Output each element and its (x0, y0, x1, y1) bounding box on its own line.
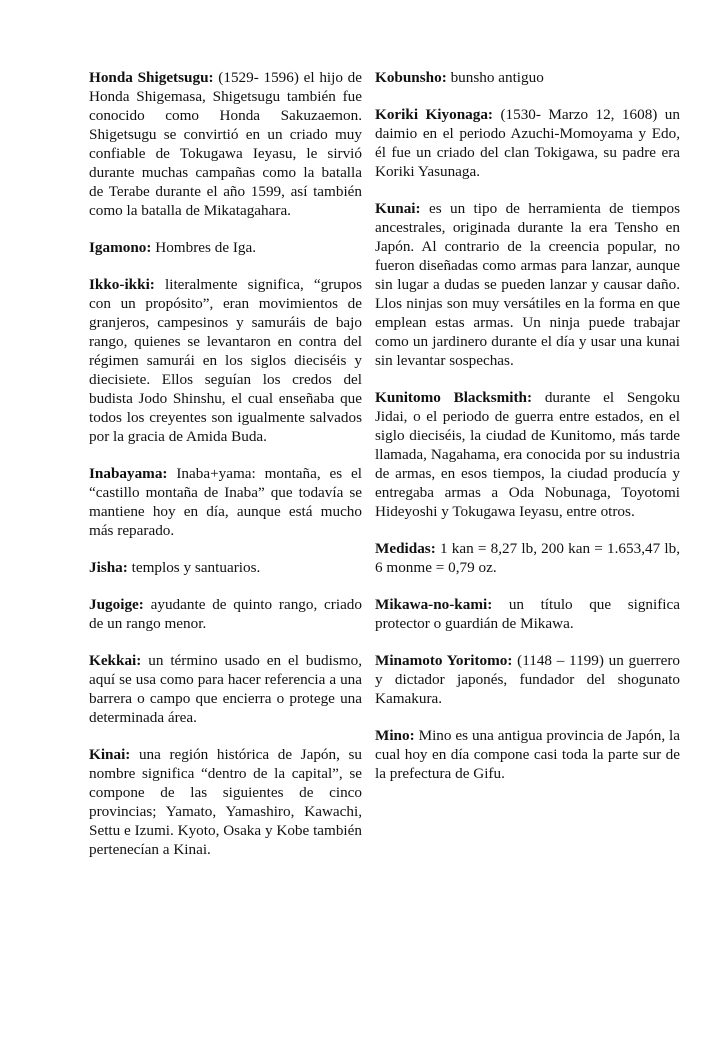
glossary-entry (375, 726, 680, 783)
entry-definition: (1148 – 1199) un guerrero y dictador japonés, fundador del shogunato Kamakura. (375, 652, 680, 707)
entry-term: Kobunsho: (375, 69, 447, 86)
glossary-entry (375, 199, 680, 370)
entry-definition: un término usado en el budismo, aquí se usa como para hacer referencia a una barrera o campo que encierra o protege una determinada área. (89, 652, 362, 726)
entry-definition: Inaba+yama: montaña, es el “castillo montaña de Inaba” que todavía se mantiene hoy en día, aunque está mucho más reparado. (89, 465, 362, 539)
entry-definition: (1530- Marzo 12, 1608) un daimio en el periodo Azuchi-Momoyama y Edo, él fue un criado del clan Tokigawa, su padre era Koriki Yasunaga. (375, 106, 680, 180)
entry-term: Jugoige: (89, 596, 144, 613)
glossary-entry (89, 68, 362, 220)
entry-definition: 1 kan = 8,27 lb, 200 kan = 1.653,47 lb, 6 monme = 0,79 oz. (375, 540, 680, 576)
entry-term: Inabayama: (89, 465, 168, 482)
entry-definition: Hombres de Iga. (151, 239, 257, 256)
glossary-entry (375, 651, 680, 708)
glossary-entry (375, 68, 680, 87)
entry-term: Kunitomo Blacksmith: (375, 389, 533, 406)
entry-definition: ayudante de quinto rango, criado de un rango menor. (89, 596, 362, 632)
glossary-entry (89, 464, 362, 540)
glossary-entry (375, 105, 680, 181)
entry-definition: literalmente significa, “grupos con un propósito”, eran movimientos de granjeros, campesinos y samuráis de bajo rango, quienes se levantaron en contra del régimen samurái en los siglos dieciséis y diecisiete. Ellos seguían los credos del budista Jodo Shinshu, el cual enseñaba que todos los creyentes son igualmente salvados por la gracia de Amida Buda. (89, 276, 362, 445)
glossary-entry (89, 595, 362, 633)
entry-term: Igamono: (89, 239, 152, 256)
glossary-entry (89, 558, 362, 577)
glossary-entry (89, 651, 362, 727)
entry-term: Kekkai: (89, 652, 142, 669)
glossary-column-right (375, 68, 680, 801)
entry-term: Koriki Kiyonaga: (375, 106, 493, 123)
entry-term: Kinai: (89, 746, 131, 763)
entry-term: Kunai: (375, 200, 421, 217)
glossary-column-left (89, 68, 362, 877)
entry-definition: un título que significa protector o guardián de Mikawa. (375, 596, 680, 632)
glossary-entry (375, 595, 680, 633)
glossary-entry (89, 238, 362, 257)
entry-term: Honda Shigetsugu: (89, 69, 214, 86)
entry-term: Minamoto Yoritomo: (375, 652, 513, 669)
entry-term: Mino: (375, 727, 415, 744)
entry-definition: una región histórica de Japón, su nombre significa “dentro de la capital”, se compone de las siguientes de cinco provincias; Yamato, Yamashiro, Kawachi, Settu e Izumi. Kyoto, Osaka y Kobe también pertenecían a Kinai. (89, 746, 362, 858)
entry-definition: Mino es una antigua provincia de Japón, la cual hoy en día compone casi toda la parte sur de la prefectura de Gifu. (375, 727, 680, 782)
glossary-entry (375, 539, 680, 577)
entry-term: Jisha: (89, 559, 128, 576)
entry-definition: templos y santuarios. (127, 559, 261, 576)
entry-definition: (1529- 1596) el hijo de Honda Shigemasa, Shigetsugu también fue conocido como Honda Sakuzaemon. Shigetsugu se convirtió en un criado muy confiable de Tokugawa Ieyasu, le sirvió durante muchas campañas como la batalla de Terabe durante el año 1599, así también como la batalla de Mikatagahara. (89, 69, 362, 219)
entry-definition: bunsho antiguo (446, 69, 544, 86)
entry-term: Medidas: (375, 540, 436, 557)
entry-definition: es un tipo de herramienta de tiempos ancestrales, originada durante la era Tensho en Japón. Al contrario de la creencia popular, no fueron diseñadas como armas para lanzar, aunque sin lugar a dudas se pueden lanzar y causar daño. Llos ninjas son muy versátiles en la forma en que emplean estas armas. Un ninja puede trabajar como un jardinero durante el día y usar una kunai sin levantar sospechas. (375, 200, 680, 369)
glossary-entry (89, 275, 362, 446)
entry-term: Ikko-ikki: (89, 276, 155, 293)
entry-definition: durante el Sengoku Jidai, o el periodo de guerra entre estados, en el siglo dieciséis, la ciudad de Kunitomo, más tarde llamada, Nagahama, era conocida por su industria de armas, en esos tiempos, la ciudad producía y entregaba armas a Oda Nobunaga, Toyotomi Hideyoshi y Tokugawa Ieyasu, entre otros. (375, 389, 680, 520)
entry-term: Mikawa-no-kami: (375, 596, 493, 613)
glossary-entry (375, 388, 680, 521)
glossary-entry (89, 745, 362, 859)
